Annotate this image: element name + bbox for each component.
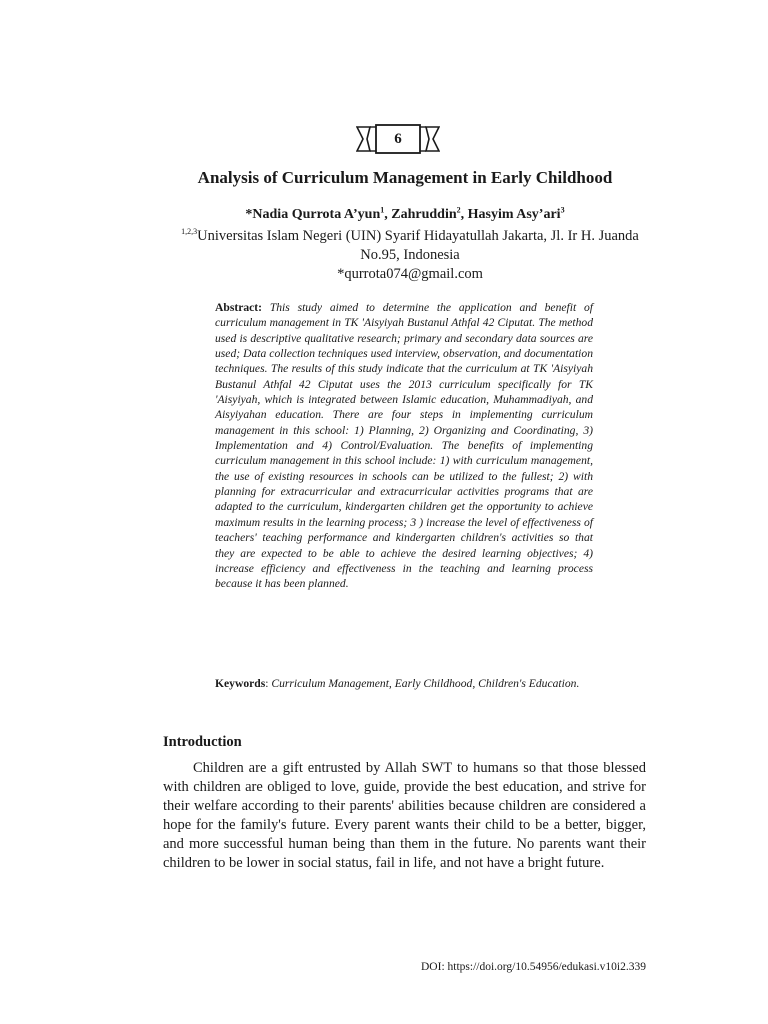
keywords-label: Keywords [215,677,266,690]
keywords: Keywords: Curriculum Management, Early Childhood, Children's Education. [215,677,580,690]
author-affiliation-mark: 1 [380,205,385,215]
chapter-number: 6 [394,131,402,147]
affiliation-mark: 1,2,3 [181,227,198,237]
chapter-badge [356,124,440,154]
paper-title: Analysis of Curriculum Management in Early Childhood [197,168,613,187]
doi-link[interactable]: DOI: https://doi.org/10.54956/edukasi.v10i2.339 [421,961,646,973]
author-list [100,207,710,223]
affiliation-block [165,227,655,284]
introduction-paragraph: Children are a gift entrusted by Allah SWT to humans so that those blessed with children are obliged to love, guide, provide the best education, and strive for their welfare according to their parents' abilities because children are considered a hope for the family's future. Every parent wants their child to be a better, bigger, and more successful human being than them in the future. No parents want their children to be lower in social status, fail in life, and not have a bright future. [163,760,646,871]
section-heading-introduction: Introduction [163,734,242,750]
author-affiliation-mark: 3 [560,205,565,215]
keywords-text: Curriculum Management, Early Childhood, Children's Education. [271,677,580,690]
author-name: Hasyim Asy’ari [467,207,561,222]
author-name: Zahruddin [391,207,457,222]
author-affiliation-mark: 2 [456,205,461,215]
author-separator: , [384,207,392,222]
affiliation-line [165,227,655,265]
corresponding-email: *qurrota074@gmail.com [337,266,483,282]
author-name: *Nadia Qurrota A’yun [245,207,381,222]
author-separator: , [460,207,468,222]
affiliation-text: Universitas Islam Negeri (UIN) Syarif Hidayatullah Jakarta, Jl. Ir H. Juanda No.95, Indonesia [197,228,639,263]
abstract-text: This study aimed to determine the application and benefit of curriculum management in TK 'Aisyiyah Bustanul Athfal 42 Ciputat. The method used is descriptive qualitative research; primary and secondary data sources are used; Data collection techniques used interview, observation, and documentation techniques. The results of this study indicate that the curriculum at TK 'Aisyiyah Bustanul Athfal 42 Ciputat uses the 2013 curriculum specifically for TK 'Aisyiyah, which is integrated between Islamic education, Muhammadiyah, and Aisyiyahan education. There are four steps in implementing curriculum management in this school: 1) Planning, 2) Organizing and Coordinating, 3) Implementation and 4) Control/Evaluation. The benefits of implementing curriculum management in this school include: 1) with curriculum management, the use of existing resources in schools can be utilized to the fullest; 2) with planning for extracurricular and extracurricular activities programs that are adapted to the curriculum, kindergarten children get the opportunity to achieve maximum results in the learning process; 3 ) increase the level of effectiveness of teachers' teaching performance and kindergarten children's activities so that they are expected to be able to achieve the desired learning objectives; 4) increase efficiency and effectiveness in the teaching and learning process because it has been planned. [215,301,593,591]
abstract [215,300,593,592]
abstract-label: Abstract: [215,301,263,314]
